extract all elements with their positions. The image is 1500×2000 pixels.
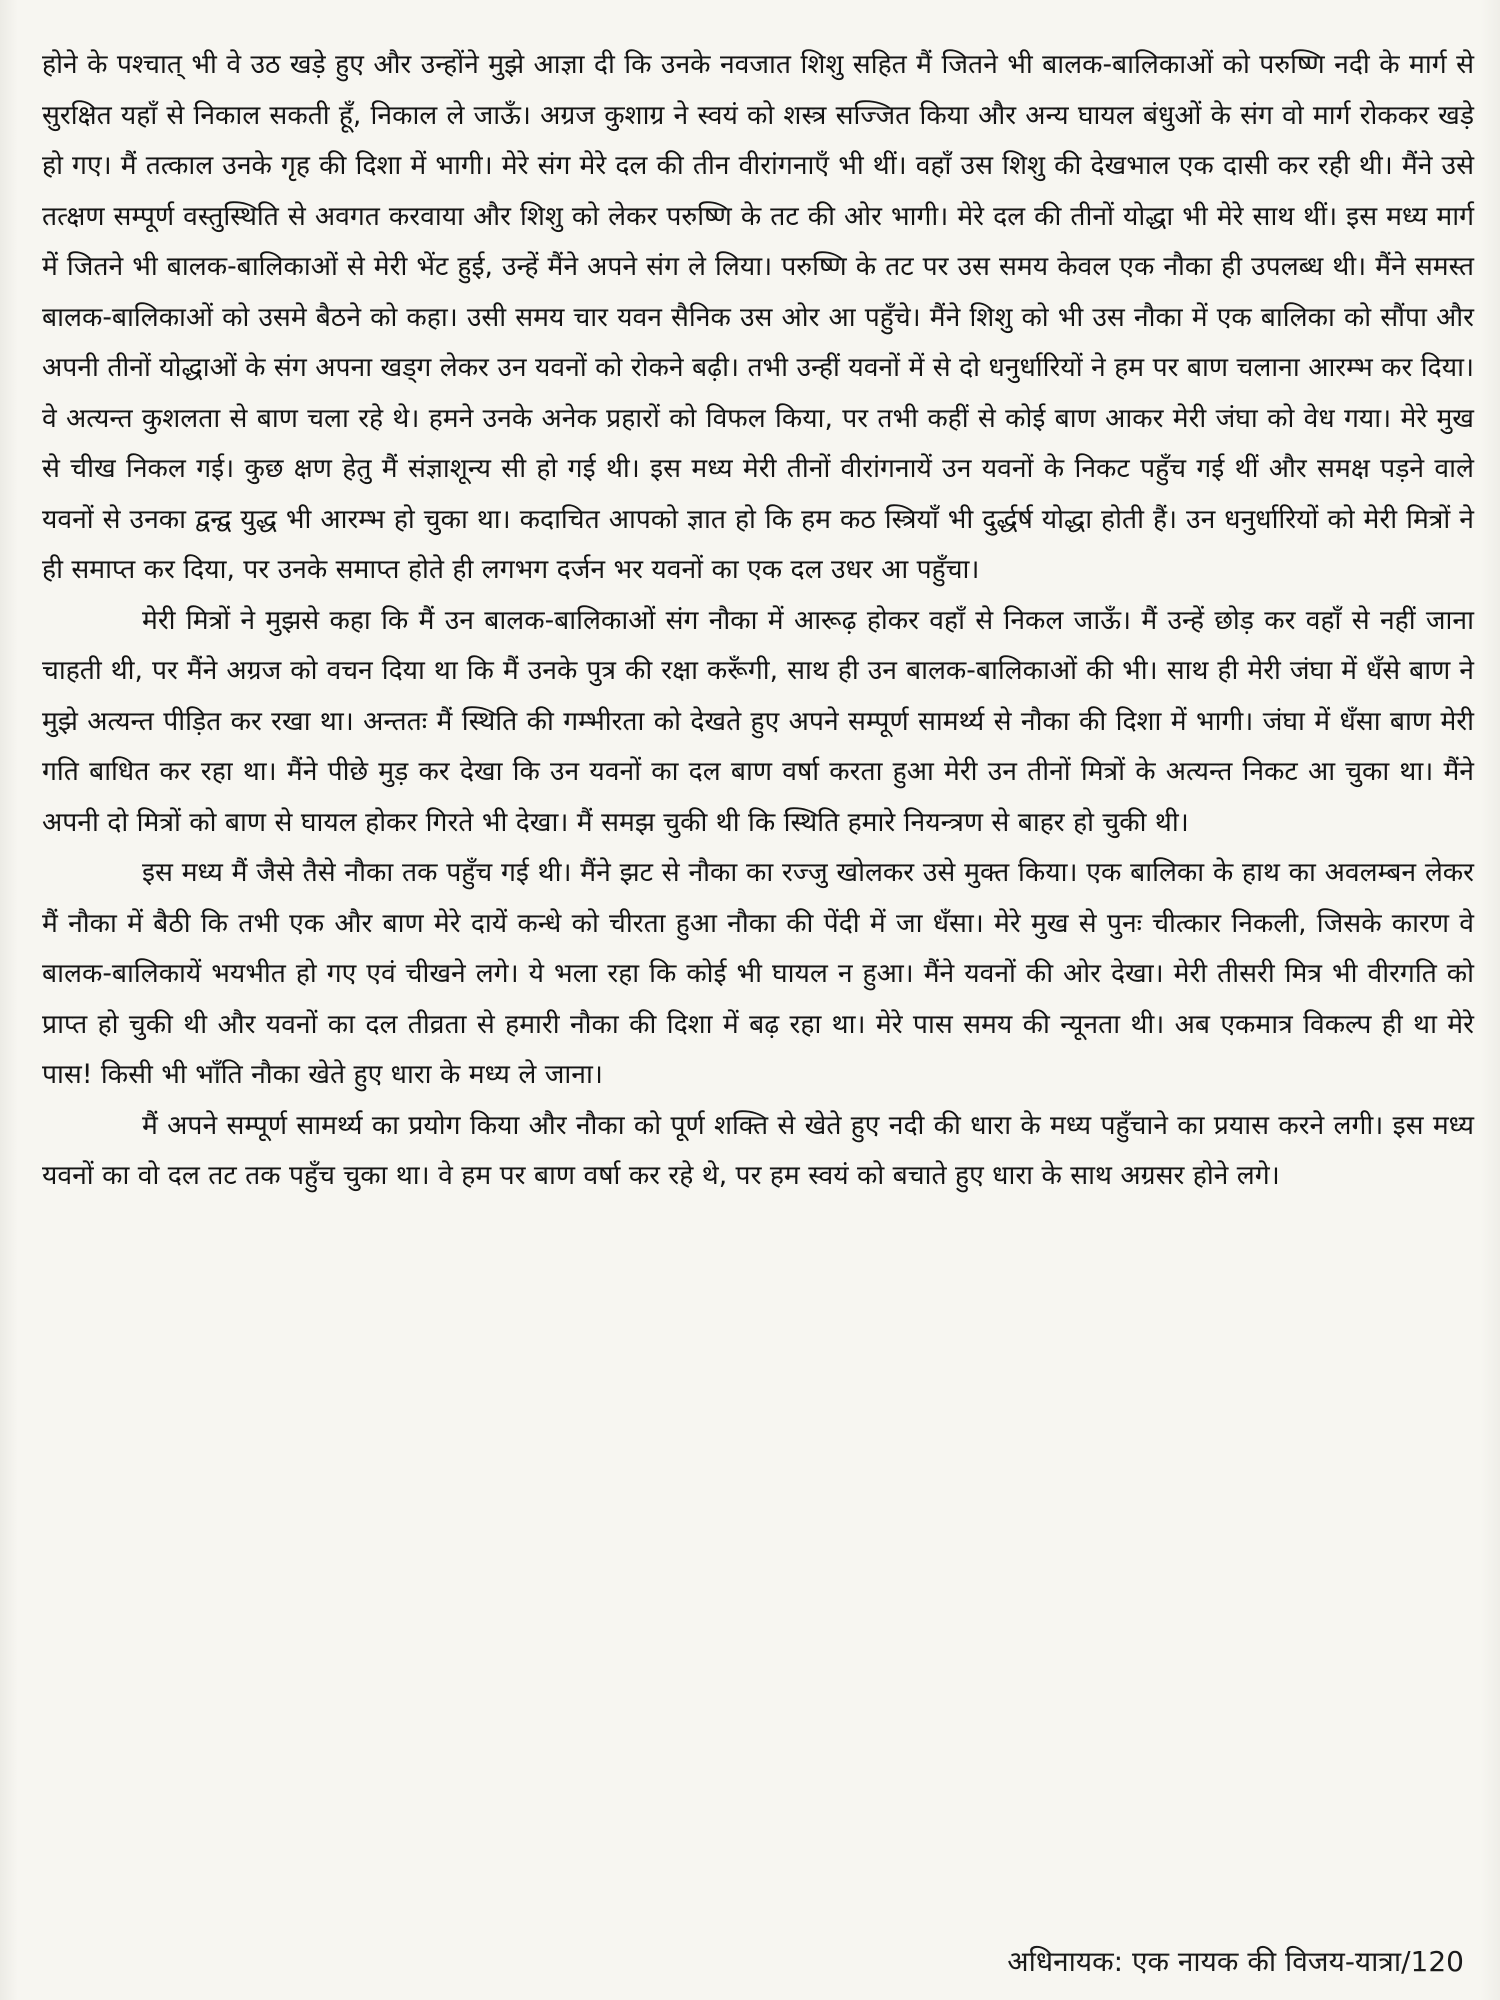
body-text <box>42 40 1474 1202</box>
paragraph-4: मैं अपने सम्पूर्ण सामर्थ्य का प्रयोग किया और नौका को पूर्ण शक्ति से खेते हुए नदी की धारा के मध्य पहुँचाने का प्रयास करने लगी। इस मध्य यवनों का वो दल तट तक पहुँच चुका था। वे हम पर बाण वर्षा कर रहे थे, पर हम स्वयं को बचाते हुए धारा के साथ अग्रसर होने लगे। <box>42 1109 1474 1191</box>
page-footer: अधिनायक: एक नायक की विजय-यात्रा/120 <box>1007 1945 1464 1978</box>
paragraph-3: इस मध्य मैं जैसे तैसे नौका तक पहुँच गई थी। मैंने झट से नौका का रज्जु खोलकर उसे मुक्त किया। एक बालिका के हाथ का अवलम्बन लेकर मैं नौका में बैठी कि तभी एक और बाण मेरे दायें कन्धे को चीरता हुआ नौका की पेंदी में जा धँसा। मेरे मुख से पुनः चीत्कार निकली, जिसके कारण वे बालक-बालिकायें भयभीत हो गए एवं चीखने लगे। ये भला रहा कि कोई भी घायल न हुआ। मैंने यवनों की ओर देखा। मेरी तीसरी मित्र भी वीरगति को प्राप्त हो चुकी थी और यवनों का दल तीव्रता से हमारी नौका की दिशा में बढ़ रहा था। मेरे पास समय की न्यूनता थी। अब एकमात्र विकल्प ही था मेरे पास! किसी भी भाँति नौका खेते हुए धारा के मध्य ले जाना। <box>42 857 1474 1090</box>
paragraph-2: मेरी मित्रों ने मुझसे कहा कि मैं उन बालक-बालिकाओं संग नौका में आरूढ़ होकर वहाँ से निकल जाऊँ। मैं उन्हें छोड़ कर वहाँ से नहीं जाना चाहती थी, पर मैंने अग्रज को वचन दिया था कि मैं उनके पुत्र की रक्षा करूँगी, साथ ही उन बालक-बालिकाओं की भी। साथ ही मेरी जंघा में धँसे बाण ने मुझे अत्यन्त पीड़ित कर रखा था। अन्ततः मैं स्थिति की गम्भीरता को देखते हुए अपने सम्पूर्ण सामर्थ्य से नौका की दिशा में भागी। जंघा में धँसा बाण मेरी गति बाधित कर रहा था। मैंने पीछे मुड़ कर देखा कि उन यवनों का दल बाण वर्षा करता हुआ मेरी उन तीनों मित्रों के अत्यन्त निकट आ चुका था। मैंने अपनी दो मित्रों को बाण से घायल होकर गिरते भी देखा। मैं समझ चुकी थी कि स्थिति हमारे नियन्त्रण से बाहर हो चुकी थी। <box>42 604 1474 838</box>
paragraph-1: होने के पश्चात् भी वे उठ खड़े हुए और उन्होंने मुझे आज्ञा दी कि उनके नवजात शिशु सहित मैं जितने भी बालक-बालिकाओं को परुष्णि नदी के मार्ग से सुरक्षित यहाँ से निकाल सकती हूँ, निकाल ले जाऊँ। अग्रज कुशाग्र ने स्वयं को शस्त्र सज्जित किया और अन्य घायल बंधुओं के संग वो मार्ग रोककर खड़े हो गए। मैं तत्काल उनके गृह की दिशा में भागी। मेरे संग मेरे दल की तीन वीरांगनाएँ भी थीं। वहाँ उस शिशु की देखभाल एक दासी कर रही थी। मैंने उसे तत्क्षण सम्पूर्ण वस्तुस्थिति से अवगत करवाया और शिशु को लेकर परुष्णि के तट की ओर भागी। मेरे दल की तीनों योद्धा भी मेरे साथ थीं। इस मध्य मार्ग में जितने भी बालक-बालिकाओं से मेरी भेंट हुई, उन्हें मैंने अपने संग ले लिया। परुष्णि के तट पर उस समय केवल एक नौका ही उपलब्ध थी। मैंने समस्त बालक-बालिकाओं को उसमे बैठने को कहा। उसी समय चार यवन सैनिक उस ओर आ पहुँचे। मैंने शिशु को भी उस नौका में एक बालिका को सौंपा और अपनी तीनों योद्धाओं के संग अपना खड्ग लेकर उन यवनों को रोकने बढ़ी। तभी उन्हीं यवनों में से दो धनुर्धारियों ने हम पर बाण चलाना आरम्भ कर दिया। वे अत्यन्त कुशलता से बाण चला रहे थे। हमने उनके अनेक प्रहारों को विफल किया, पर तभी कहीं से कोई बाण आकर मेरी जंघा को वेध गया। मेरे मुख से चीख निकल गई। कुछ क्षण हेतु मैं संज्ञाशून्य सी हो गई थी। इस मध्य मेरी तीनों वीरांगनायें उन यवनों के निकट पहुँच गई थीं और समक्ष पड़ने वाले यवनों से उनका द्वन्द्व युद्ध भी आरम्भ हो चुका था। कदाचित आपको ज्ञात हो कि हम कठ स्त्रियाँ भी दुर्द्धर्ष योद्धा होती हैं। उन धनुर्धारियों को मेरी मित्रों ने ही समाप्त कर दिया, पर उनके समाप्त होते ही लगभग दर्जन भर यवनों का एक दल उधर आ पहुँचा। <box>42 49 1474 585</box>
